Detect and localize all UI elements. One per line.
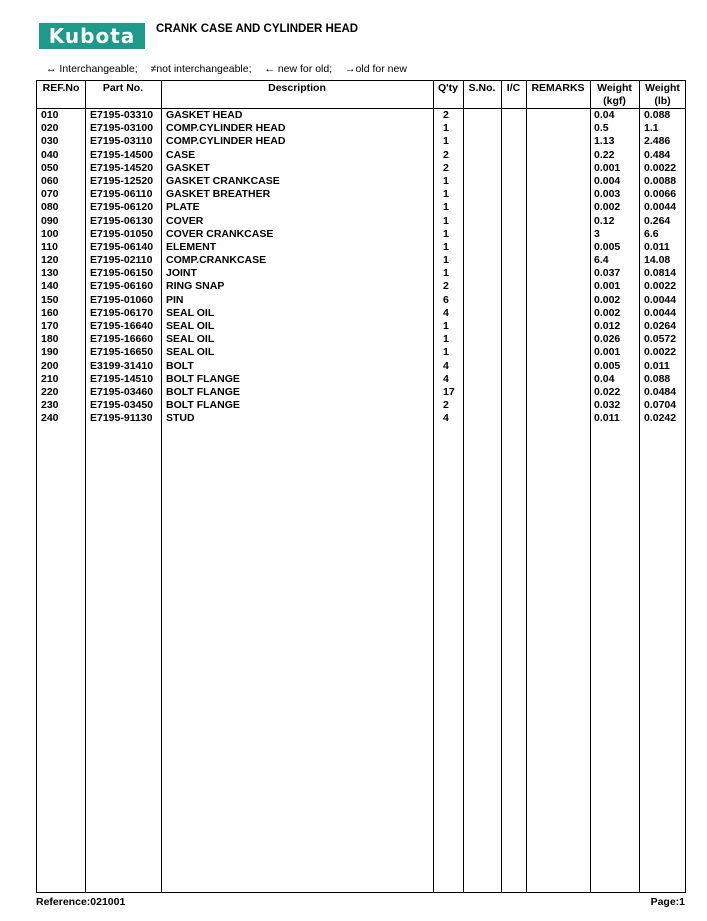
cell-weight-lb: 0.0022 — [644, 280, 677, 293]
cell-qty: 17 — [443, 385, 455, 398]
cell-qty: 2 — [443, 161, 449, 174]
cell-description: COMP.CYLINDER HEAD — [166, 122, 286, 135]
table-row — [37, 175, 685, 188]
cell-qty: 4 — [443, 306, 449, 319]
cell-description: JOINT — [166, 267, 197, 280]
header-remarks: REMARKS — [531, 82, 585, 94]
table-row — [37, 122, 685, 135]
cell-qty: 2 — [443, 280, 449, 293]
cell-qty: 4 — [443, 359, 449, 372]
cell-qty: 1 — [443, 174, 449, 187]
cell-weight-lb: 14.08 — [644, 254, 671, 267]
cell-ref-no: 140 — [41, 280, 59, 293]
cell-description: BOLT FLANGE — [166, 399, 240, 412]
table-row — [37, 188, 685, 201]
cell-description: SEAL OIL — [166, 320, 215, 332]
cell-description: GASKET CRANKCASE — [166, 174, 280, 187]
page-title: CRANK CASE AND CYLINDER HEAD — [156, 23, 359, 35]
cell-weight-kgf: 0.005 — [594, 359, 621, 372]
cell-part-no: E7195-03450 — [90, 399, 154, 412]
cell-description: COVER CRANKCASE — [166, 227, 274, 240]
cell-weight-lb: 0.0572 — [644, 333, 677, 346]
legend-old-for-new: →old for new — [345, 63, 407, 75]
cell-qty: 6 — [443, 293, 449, 306]
cell-ref-no: 220 — [41, 385, 59, 398]
cell-part-no: E3199-31410 — [90, 359, 154, 372]
cell-qty: 2 — [443, 399, 449, 412]
cell-qty: 2 — [443, 148, 449, 161]
cell-ref-no: 130 — [41, 267, 59, 280]
cell-weight-lb: 0.484 — [644, 148, 671, 161]
cell-weight-kgf: 0.004 — [594, 174, 621, 187]
cell-weight-kgf: 0.005 — [594, 240, 621, 253]
cell-part-no: E7195-06150 — [90, 267, 154, 280]
cell-weight-lb: 0.0022 — [644, 346, 677, 359]
cell-description: CASE — [166, 148, 196, 161]
cell-weight-lb: 1.1 — [644, 122, 659, 135]
cell-part-no: E7195-06170 — [90, 306, 154, 319]
table-row — [37, 162, 685, 175]
cell-ref-no: 010 — [41, 109, 59, 121]
table-row — [37, 399, 685, 412]
cell-ref-no: 180 — [41, 333, 59, 346]
cell-weight-lb: 0.088 — [644, 109, 671, 121]
cell-weight-kgf: 0.001 — [594, 346, 621, 359]
cell-weight-lb: 0.0044 — [644, 293, 677, 306]
header-weight-kgf: Weight (kgf) — [597, 82, 632, 107]
table-row — [37, 386, 685, 399]
legend-interchangeable: ↔ Interchangeable; — [46, 63, 138, 75]
cell-ref-no: 110 — [41, 240, 58, 253]
cell-part-no: E7195-03100 — [90, 122, 154, 135]
cell-weight-kgf: 0.022 — [594, 385, 621, 398]
cell-weight-lb: 0.011 — [644, 240, 670, 253]
cell-description: COMP.CYLINDER HEAD — [166, 135, 286, 148]
cell-weight-kgf: 6.4 — [594, 254, 609, 267]
table-row — [37, 228, 685, 241]
cell-part-no: E7195-01050 — [90, 227, 154, 240]
cell-description: RING SNAP — [166, 280, 225, 293]
cell-ref-no: 070 — [41, 188, 59, 201]
cell-ref-no: 160 — [41, 306, 59, 319]
cell-weight-lb: 6.6 — [644, 227, 659, 240]
cell-part-no: E7195-06120 — [90, 201, 154, 214]
cell-ref-no: 100 — [41, 227, 59, 240]
cell-weight-kgf: 0.12 — [594, 214, 615, 227]
cell-part-no: E7195-12520 — [90, 174, 154, 187]
cell-qty: 4 — [443, 372, 449, 385]
header-qty: Q'ty — [437, 82, 458, 94]
reference-number: Reference:021001 — [36, 896, 126, 908]
cell-ref-no: 200 — [41, 359, 59, 372]
cell-part-no: E7195-02110 — [90, 254, 153, 267]
table-row — [37, 294, 685, 307]
cell-ref-no: 240 — [41, 412, 59, 425]
cell-weight-lb: 2.486 — [644, 135, 671, 148]
cell-description: SEAL OIL — [166, 306, 215, 319]
cell-description: GASKET HEAD — [166, 109, 243, 121]
cell-ref-no: 020 — [41, 122, 59, 135]
cell-ref-no: 230 — [41, 399, 59, 412]
kubota-logo: Kubota — [39, 23, 145, 49]
cell-weight-kgf: 0.002 — [594, 306, 621, 319]
table-row — [37, 333, 685, 346]
cell-description: BOLT FLANGE — [166, 385, 240, 398]
cell-weight-lb: 0.0066 — [644, 188, 677, 201]
cell-weight-lb: 0.0044 — [644, 201, 677, 214]
cell-weight-kgf: 0.002 — [594, 201, 621, 214]
cell-part-no: E7195-03310 — [90, 109, 154, 121]
cell-weight-lb: 0.0044 — [644, 306, 677, 319]
cell-qty: 1 — [443, 254, 449, 267]
cell-qty: 1 — [443, 333, 449, 346]
cell-qty: 1 — [443, 267, 449, 280]
cell-description: PIN — [166, 293, 184, 306]
cell-weight-lb: 0.0704 — [644, 399, 677, 412]
cell-weight-kgf: 0.012 — [594, 320, 621, 332]
cell-weight-kgf: 0.22 — [594, 148, 615, 161]
cell-ref-no: 210 — [41, 372, 59, 385]
cell-qty: 2 — [443, 109, 449, 121]
cell-part-no: E7195-16660 — [90, 333, 154, 346]
cell-qty: 1 — [443, 320, 449, 332]
cell-weight-kgf: 0.04 — [594, 109, 615, 121]
cell-weight-kgf: 0.001 — [594, 280, 621, 293]
cell-description: COVER — [166, 214, 204, 227]
legend-new-for-old: ← new for old; — [264, 63, 333, 75]
cell-part-no: E7195-03460 — [90, 385, 154, 398]
table-row — [37, 241, 685, 254]
table-row — [37, 267, 685, 280]
cell-description: GASKET — [166, 161, 210, 174]
cell-description: BOLT — [166, 359, 194, 372]
cell-part-no: E7195-06140 — [90, 240, 154, 253]
cell-part-no: E7195-06110 — [90, 188, 153, 201]
cell-qty: 1 — [443, 135, 449, 148]
cell-description: PLATE — [166, 201, 200, 214]
cell-weight-lb: 0.0484 — [644, 385, 677, 398]
cell-description: COMP.CRANKCASE — [166, 254, 267, 267]
cell-description: SEAL OIL — [166, 346, 215, 359]
table-row — [37, 412, 685, 425]
cell-part-no: E7195-14500 — [90, 148, 154, 161]
table-row — [37, 109, 685, 122]
table-row — [37, 373, 685, 386]
cell-ref-no: 060 — [41, 174, 59, 187]
cell-description: GASKET BREATHER — [166, 188, 271, 201]
cell-ref-no: 030 — [41, 135, 59, 148]
cell-qty: 4 — [443, 412, 449, 425]
table-row — [37, 135, 685, 148]
header-part-no: Part No. — [102, 82, 144, 94]
table-row — [37, 215, 685, 228]
cell-description: ELEMENT — [166, 240, 217, 253]
cell-weight-kgf: 0.04 — [594, 372, 615, 385]
cell-qty: 1 — [443, 122, 449, 135]
cell-weight-kgf: 1.13 — [594, 135, 615, 148]
page-number: Page:1 — [650, 896, 685, 908]
cell-weight-lb: 0.0242 — [644, 412, 677, 425]
cell-qty: 1 — [443, 240, 449, 253]
cell-ref-no: 090 — [41, 214, 59, 227]
table-row — [37, 346, 685, 359]
cell-qty: 1 — [443, 214, 449, 227]
cell-weight-kgf: 0.003 — [594, 188, 621, 201]
cell-description: BOLT FLANGE — [166, 372, 240, 385]
cell-description: STUD — [166, 412, 195, 425]
cell-ref-no: 040 — [41, 148, 59, 161]
cell-weight-lb: 0.0264 — [644, 320, 677, 332]
table-row — [37, 149, 685, 162]
table-row — [37, 201, 685, 214]
header-serial-no: S.No. — [468, 82, 496, 94]
table-row — [37, 307, 685, 320]
cell-weight-kgf: 0.037 — [594, 267, 621, 280]
cell-weight-lb: 0.0814 — [644, 267, 677, 280]
cell-qty: 1 — [443, 346, 449, 359]
cell-ref-no: 170 — [41, 320, 59, 332]
cell-weight-kgf: 3 — [594, 227, 600, 240]
cell-weight-kgf: 0.001 — [594, 161, 621, 174]
cell-weight-kgf: 0.5 — [594, 122, 609, 135]
parts-table — [36, 80, 686, 893]
cell-weight-lb: 0.0022 — [644, 161, 677, 174]
table-row — [37, 360, 685, 373]
cell-weight-kgf: 0.026 — [594, 333, 621, 346]
cell-ref-no: 150 — [41, 293, 59, 306]
cell-weight-kgf: 0.002 — [594, 293, 621, 306]
cell-part-no: E7195-16650 — [90, 346, 154, 359]
cell-description: SEAL OIL — [166, 333, 215, 346]
cell-weight-lb: 0.264 — [644, 214, 671, 227]
table-row — [37, 320, 685, 333]
cell-qty: 1 — [443, 188, 449, 201]
cell-weight-lb: 0.088 — [644, 372, 671, 385]
cell-ref-no: 120 — [41, 254, 59, 267]
cell-weight-lb: 0.0088 — [644, 174, 677, 187]
cell-part-no: E7195-14510 — [90, 372, 154, 385]
cell-part-no: E7195-91130 — [90, 412, 153, 425]
header-ref-no: REF.No — [42, 82, 80, 94]
cell-weight-lb: 0.011 — [644, 359, 670, 372]
cell-part-no: E7195-06130 — [90, 214, 154, 227]
table-row — [37, 254, 685, 267]
cell-ref-no: 190 — [41, 346, 59, 359]
cell-weight-kgf: 0.011 — [594, 412, 620, 425]
cell-weight-kgf: 0.032 — [594, 399, 621, 412]
cell-part-no: E7195-16640 — [90, 320, 154, 332]
cell-ref-no: 080 — [41, 201, 59, 214]
cell-part-no: E7195-14520 — [90, 161, 154, 174]
legend — [46, 63, 417, 75]
table-body — [37, 109, 685, 426]
cell-part-no: E7195-03110 — [90, 135, 153, 148]
cell-part-no: E7195-01060 — [90, 293, 154, 306]
cell-part-no: E7195-06160 — [90, 280, 154, 293]
header-weight-lb: Weight (lb) — [645, 82, 680, 107]
cell-qty: 1 — [443, 227, 449, 240]
cell-ref-no: 050 — [41, 161, 59, 174]
cell-qty: 1 — [443, 201, 449, 214]
legend-not-interchangeable: ≠not interchangeable; — [150, 63, 252, 75]
table-row — [37, 280, 685, 293]
header-ic: I/C — [506, 82, 521, 94]
header-description: Description — [268, 82, 326, 94]
